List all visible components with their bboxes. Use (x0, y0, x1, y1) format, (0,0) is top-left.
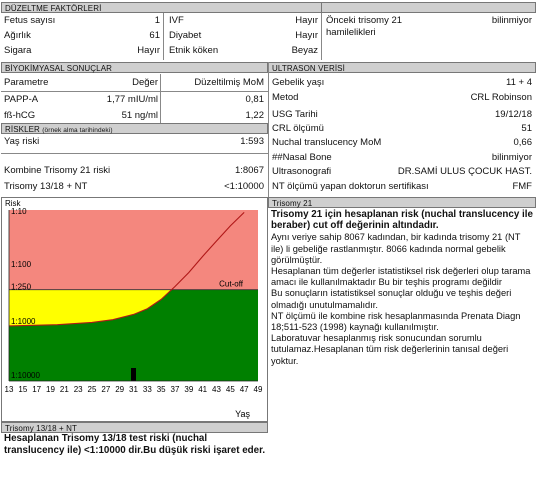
value: Hayır (137, 45, 160, 56)
ultrasound-row (272, 165, 532, 179)
x-axis-label: Yaş (235, 409, 250, 419)
high-risk-zone (9, 210, 258, 290)
t21-paragraph-1: Aynı veriye sahip 8067 kadından, bir kadında trisomy 21 (NT ile) li gebeliğe rastlanmıştır. 8066 kadında normal gebelik görülmüştür. (271, 232, 521, 265)
x-tick-label: 25 (87, 385, 97, 394)
label: Gebelik yaşı (272, 77, 325, 88)
value: 1,77 mIU/ml (106, 94, 158, 105)
label: IVF (169, 15, 184, 26)
mom: 0,81 (245, 94, 264, 105)
value: Hayır (295, 30, 318, 41)
x-tick-label: 27 (101, 385, 111, 394)
x-tick-label: 45 (225, 385, 235, 394)
ultrasound-row (272, 180, 532, 194)
value: Beyaz (291, 45, 318, 56)
previous-trisomy-label: Önceki trisomy 21 hamilelikleri (326, 15, 403, 38)
value: 19/12/18 (495, 109, 532, 120)
x-tick-label: 39 (184, 385, 194, 394)
t21-header: Trisomy 21 (268, 197, 536, 208)
x-tick-label: 15 (18, 385, 28, 394)
y-tick-label: 1:1000 (11, 317, 36, 326)
label: Nuchal translucency MoM (272, 137, 382, 148)
divider (1, 91, 268, 92)
label: Fetus sayısı (4, 15, 56, 26)
col-param: Parametre (4, 77, 49, 88)
divider (160, 74, 161, 124)
t21-paragraph-3: Bu sonuçların istatistiksel sonuçlar olduğu ve teşhis değeri olmadığı unutulmamalıdır. (271, 288, 512, 310)
t21-body (271, 209, 533, 367)
label: Diyabet (169, 30, 202, 41)
divider (1, 153, 268, 154)
value: 51 (521, 123, 532, 134)
label: Metod (272, 92, 299, 103)
label: Trisomy 13/18 + NT (4, 181, 88, 192)
value: FMF (512, 181, 532, 192)
x-tick-label: 49 (253, 385, 263, 394)
label: NT ölçümü yapan doktorun sertifikası (272, 181, 429, 192)
biochem-header: BİYOKİMYASAL SONUÇLAR (1, 62, 268, 73)
x-tick-label: 47 (239, 385, 249, 394)
biochem-row-pappa (4, 93, 266, 107)
biochem-row-fbhcg (4, 109, 266, 123)
param: PAPP-A (4, 94, 39, 105)
y-tick-label: 1:100 (11, 260, 32, 269)
col-adjusted-mom: Düzeltilmiş MoM (194, 77, 264, 88)
x-tick-label: 31 (129, 385, 138, 394)
cutoff-label: Cut-off (219, 279, 243, 289)
risk-chart-panel (1, 197, 268, 422)
label: ##Nasal Bone (272, 152, 332, 163)
value: Hayır (295, 15, 318, 26)
ultrasound-row (272, 91, 532, 105)
label: USG Tarihi (272, 109, 318, 120)
t21-paragraph-2: Hesaplanan tüm değerler istatistiksel risk değerleri olup tarama amacı ile kullanılmaktadır Bu bir teşhis programı değildir (271, 266, 531, 288)
risks-title: RİSKLER (5, 125, 40, 134)
risks-note: (örnek alma tarihindeki) (42, 127, 113, 134)
ultrasound-row (272, 108, 532, 122)
label: Sigara (4, 45, 32, 56)
x-tick-label: 19 (46, 385, 55, 394)
corrections-header: DÜZELTME FAKTÖRLERİ (1, 2, 322, 13)
label: Etnik köken (169, 45, 219, 56)
x-tick-label: 23 (73, 385, 83, 394)
mom: 1,22 (245, 110, 264, 121)
value: 51 ng/ml (121, 110, 158, 121)
y-tick-label: 1:250 (11, 282, 32, 292)
risk-chart (2, 198, 267, 421)
ultrasound-row (272, 151, 532, 165)
risk-row-t21 (4, 164, 266, 178)
x-tick-label: 35 (156, 385, 166, 394)
risk-row-age (4, 135, 266, 149)
x-tick-label: 29 (115, 385, 125, 394)
corrections-row-2 (4, 29, 320, 43)
y-tick-label: 1:10 (11, 207, 27, 216)
value: 1 (154, 15, 160, 26)
x-tick-label: 43 (212, 385, 221, 394)
value: bilinmiyor (491, 152, 532, 163)
previous-trisomy-value: bilinmiyor (491, 15, 532, 26)
value: 61 (149, 30, 160, 41)
patient-age-marker (131, 368, 136, 381)
value: 1:593 (240, 136, 264, 147)
value: CRL Robinson (470, 92, 532, 103)
risks-header (1, 123, 268, 134)
risk-row-t1318 (4, 180, 266, 194)
param: fß-hCG (4, 110, 36, 121)
ultrasound-header: ULTRASON VERİSİ (268, 62, 536, 73)
corrections-row-1 (4, 14, 320, 28)
ultrasound-row (272, 122, 532, 136)
x-tick-label: 41 (198, 385, 208, 394)
x-tick-label: 33 (142, 385, 152, 394)
corrections-row-3 (4, 44, 320, 58)
y-tick-label: 1:10000 (11, 371, 40, 380)
label: CRL ölçümü (272, 123, 324, 134)
chart-title: Risk (5, 199, 21, 208)
ultrasound-row (272, 76, 532, 90)
value: 11 + 4 (506, 77, 532, 88)
value: 1:8067 (234, 165, 264, 176)
t21-paragraph-4: NT ölçümü ile kombine risk hesaplanmasında Prenata Diagn 18;511-523 (1998) kaynağı kullanılmıştır. (271, 310, 521, 333)
divider (163, 13, 164, 60)
t1318-text: Hesaplanan Trisomy 13/18 test riski (nuchal translucency ile) <1:10000 dir.Bu düşük riski işaret eder. (4, 433, 266, 456)
t1318-header: Trisomy 13/18 + NT (1, 422, 268, 433)
label: Ultrasonografi (272, 166, 332, 177)
t21-paragraph-5: Laboratuvar hesaplanmış risk sonucundan sorumlu tutulamaz.Hesaplanan tüm risk değerlerinin tanısal değeri yoktur. (271, 333, 509, 366)
divider (321, 13, 322, 60)
divider (268, 62, 269, 197)
value: DR.SAMİ ULUS ÇOCUK HAST. (397, 166, 532, 177)
value: 0,66 (513, 137, 532, 148)
biochem-col-headers (4, 76, 266, 90)
ultrasound-row (272, 136, 532, 150)
label: Ağırlık (4, 30, 31, 41)
x-tick-label: 21 (59, 385, 69, 394)
x-tick-label: 37 (170, 385, 180, 394)
value: <1:10000 (224, 181, 264, 192)
t21-headline: Trisomy 21 için hesaplanan risk (nuchal translucency ile beraber) cut off değerinin altındadır. (271, 209, 533, 232)
x-tick-label: 17 (32, 385, 42, 394)
col-value: Değer (132, 77, 158, 88)
corrections-header-right (321, 2, 536, 13)
x-tick-label: 13 (4, 385, 14, 394)
label: Yaş riski (4, 136, 40, 147)
label: Kombine Trisomy 21 riski (4, 165, 111, 176)
